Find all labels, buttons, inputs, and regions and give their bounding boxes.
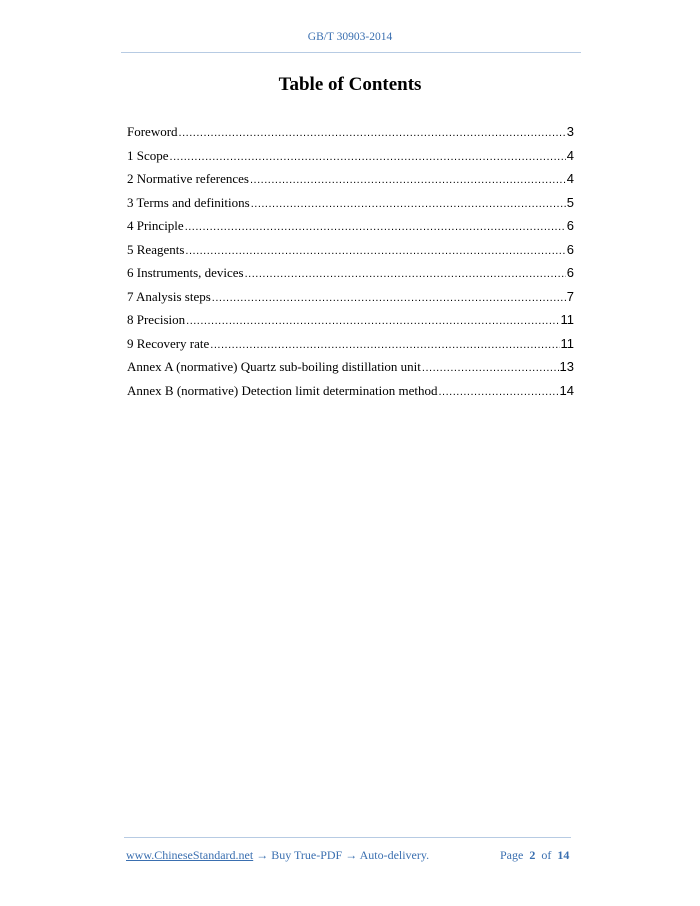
current-page-number: 2 bbox=[529, 848, 536, 862]
toc-entry-label: 2 Normative references bbox=[127, 171, 249, 186]
toc-entry-label: 5 Reagents bbox=[127, 241, 185, 257]
toc-entry-scope[interactable] bbox=[127, 148, 574, 172]
toc-leader-dots bbox=[170, 151, 566, 163]
footer-divider bbox=[124, 837, 571, 838]
of-word: of bbox=[541, 848, 552, 862]
toc-entry-precision[interactable] bbox=[127, 312, 574, 336]
toc-entry-page: 5 bbox=[566, 194, 574, 210]
toc-leader-dots bbox=[185, 245, 565, 257]
running-header: GB/T 30903-2014 bbox=[307, 31, 393, 43]
toc-entry-label: 3 Terms and definitions bbox=[127, 194, 250, 210]
page-title: Table of Contents bbox=[278, 74, 422, 95]
toc-leader-dots bbox=[212, 292, 566, 304]
toc-entry-label: Annex B (normative) Detection limit determination method bbox=[127, 382, 438, 398]
toc-entry-label: Annex A (normative) Quartz sub-boiling distillation unit bbox=[127, 359, 421, 374]
toc-entry-foreword[interactable] bbox=[127, 124, 574, 148]
toc-leader-dots bbox=[422, 362, 559, 374]
toc-entry-analysis-steps[interactable] bbox=[127, 289, 574, 313]
toc-entry-normative-references[interactable] bbox=[127, 171, 574, 195]
table-of-contents bbox=[127, 124, 574, 406]
toc-leader-dots bbox=[438, 386, 558, 398]
toc-leader-dots bbox=[179, 127, 566, 139]
toc-entry-page: 6 bbox=[566, 241, 574, 257]
toc-leader-dots bbox=[185, 221, 566, 233]
toc-leader-dots bbox=[251, 198, 566, 210]
footer-promo bbox=[126, 848, 429, 863]
footer-tagline: → Buy True-PDF → Auto-delivery. bbox=[253, 848, 430, 862]
toc-entry-label: 4 Principle bbox=[127, 218, 184, 233]
toc-entry-label: 7 Analysis steps bbox=[127, 288, 211, 304]
toc-leader-dots bbox=[210, 339, 559, 351]
toc-entry-reagents[interactable] bbox=[127, 242, 574, 266]
page-number bbox=[500, 848, 569, 863]
toc-leader-dots bbox=[186, 315, 559, 327]
toc-entry-label: 1 Scope bbox=[127, 147, 169, 163]
toc-entry-page: 11 bbox=[560, 335, 574, 351]
toc-entry-label: Foreword bbox=[127, 124, 178, 139]
toc-entry-page: 4 bbox=[566, 147, 574, 163]
page-word: Page bbox=[500, 848, 524, 862]
toc-entry-page: 14 bbox=[559, 382, 574, 398]
toc-entry-label: 9 Recovery rate bbox=[127, 335, 210, 351]
toc-entry-page: 4 bbox=[566, 171, 574, 186]
toc-entry-page: 13 bbox=[559, 359, 574, 374]
toc-leader-dots bbox=[245, 268, 566, 280]
toc-entry-label: 8 Precision bbox=[127, 312, 186, 327]
total-pages-number: 14 bbox=[557, 848, 570, 862]
toc-entry-page: 3 bbox=[566, 124, 574, 139]
toc-entry-annex-b[interactable] bbox=[127, 383, 574, 407]
toc-entry-recovery-rate[interactable] bbox=[127, 336, 574, 360]
toc-entry-page: 6 bbox=[566, 218, 574, 233]
site-link[interactable]: www.ChineseStandard.net bbox=[126, 848, 254, 862]
toc-entry-terms-definitions[interactable] bbox=[127, 195, 574, 219]
header-divider bbox=[121, 52, 581, 53]
toc-entry-instruments-devices[interactable] bbox=[127, 265, 574, 289]
toc-entry-principle[interactable] bbox=[127, 218, 574, 242]
toc-entry-page: 7 bbox=[566, 288, 574, 304]
toc-entry-label: 6 Instruments, devices bbox=[127, 265, 244, 280]
toc-leader-dots bbox=[250, 174, 566, 186]
toc-entry-page: 6 bbox=[566, 265, 574, 280]
toc-entry-annex-a[interactable] bbox=[127, 359, 574, 383]
toc-entry-page: 11 bbox=[560, 312, 574, 327]
